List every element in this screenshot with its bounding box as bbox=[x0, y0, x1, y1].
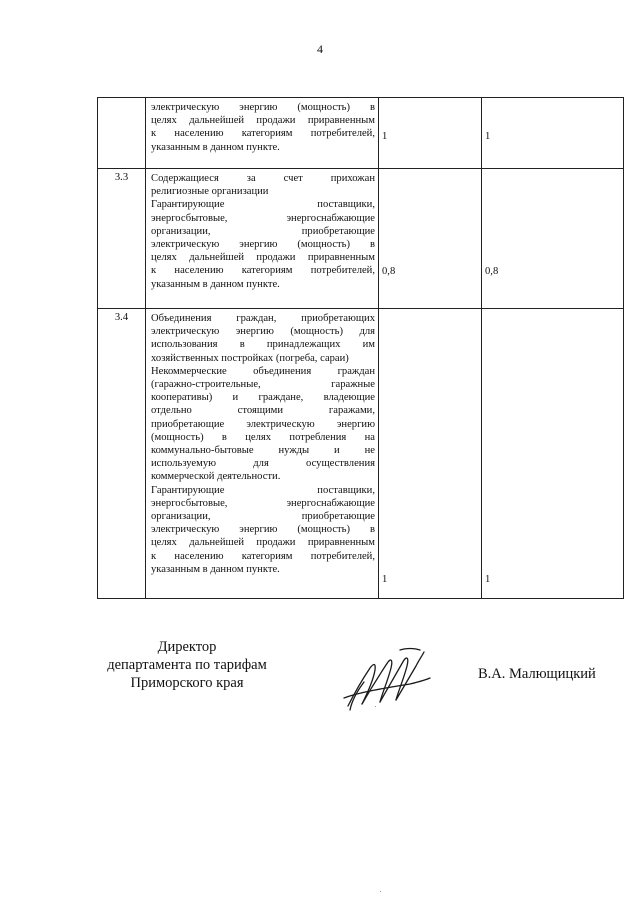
signatory-title-line: Приморского края bbox=[130, 675, 244, 691]
description-line: к населению категориям потребителей, bbox=[151, 265, 375, 277]
description-line: Гарантирующие поставщики, bbox=[151, 199, 375, 211]
value-cell-2 bbox=[482, 309, 624, 599]
value-2: 0,8 bbox=[485, 266, 499, 277]
description-line: используемую для осуществления bbox=[151, 458, 375, 470]
description-line: использования в принадлежащих им bbox=[151, 339, 375, 351]
value-cell-1 bbox=[379, 98, 482, 169]
value-cell-2 bbox=[482, 169, 624, 309]
description-line: указанным в данном пункте. bbox=[151, 141, 280, 153]
description-line: Содержащиеся за счет прихожан bbox=[151, 173, 375, 184]
signatory-title-line: Директор bbox=[157, 639, 217, 655]
description-line: электрическую энергию (мощность) в bbox=[151, 524, 375, 536]
value-1: 1 bbox=[382, 574, 388, 585]
description-line: (гаражно-строительные, гаражные bbox=[151, 379, 375, 391]
description-line: электрическую энергию (мощность) для bbox=[151, 326, 375, 338]
description-line: целях дальнейшей продажи приравненным bbox=[151, 252, 375, 264]
tariff-table bbox=[97, 97, 624, 599]
table-row bbox=[98, 309, 624, 599]
page-number: 4 bbox=[317, 42, 323, 56]
description-line: отдельно стоящими гаражами, bbox=[151, 405, 375, 417]
description-line: (мощность) в целях потребления на bbox=[151, 431, 375, 443]
description-line: электрическую энергию (мощность) в bbox=[151, 102, 375, 113]
description-line: коммерческой деятельности. bbox=[151, 471, 281, 483]
description-line: приобретающие электрическую энергию bbox=[151, 418, 375, 430]
signatory-title bbox=[92, 638, 282, 692]
description-line: энергосбытовые, энергоснабжающие bbox=[151, 497, 375, 509]
scan-speck bbox=[375, 706, 376, 707]
description-line: электрическую энергию (мощность) в bbox=[151, 239, 375, 251]
description-line: энергосбытовые, энергоснабжающие bbox=[151, 212, 375, 224]
description-line: организации, приобретающие bbox=[151, 225, 375, 237]
description-line: организации, приобретающие bbox=[151, 511, 375, 523]
row-number: 3.4 bbox=[98, 309, 146, 599]
description-line: Объединения граждан, приобретающих bbox=[151, 313, 375, 324]
row-number: 3.3 bbox=[98, 169, 146, 309]
value-2: 1 bbox=[485, 574, 491, 585]
description-line: указанным в данном пункте. bbox=[151, 278, 280, 290]
signatory-name: В.А. Малющицкий bbox=[478, 666, 596, 682]
description-line: кооперативы) и граждане, владеющие bbox=[151, 392, 375, 404]
description-line: хозяйственных постройках (погреба, сараи) bbox=[151, 352, 349, 364]
value-2: 1 bbox=[485, 131, 491, 142]
value-cell-2 bbox=[482, 98, 624, 169]
description-line: целях дальнейшей продажи приравненным bbox=[151, 115, 375, 127]
table-row bbox=[98, 169, 624, 309]
signatory-title-line: департамента по тарифам bbox=[107, 657, 267, 673]
description-line: Некоммерческие объединения граждан bbox=[151, 365, 375, 377]
description-line: к населению категориям потребителей, bbox=[151, 550, 375, 562]
value-1: 1 bbox=[382, 131, 388, 142]
description-line: коммунально-бытовые нужды и не bbox=[151, 445, 375, 457]
value-1: 0,8 bbox=[382, 266, 396, 277]
table-row bbox=[98, 98, 624, 169]
description-line: религиозные организации bbox=[151, 186, 269, 198]
row-description bbox=[146, 98, 379, 169]
description-line: целях дальнейшей продажи приравненным bbox=[151, 537, 375, 549]
scan-speck bbox=[380, 891, 381, 892]
description-line: указанным в данном пункте. bbox=[151, 563, 280, 575]
row-description bbox=[146, 309, 379, 599]
value-cell-1 bbox=[379, 169, 482, 309]
row-description bbox=[146, 169, 379, 309]
handwritten-signature bbox=[340, 640, 435, 720]
description-line: к населению категориям потребителей, bbox=[151, 128, 375, 140]
row-number bbox=[98, 98, 146, 169]
signature-block bbox=[0, 638, 640, 718]
value-cell-1 bbox=[379, 309, 482, 599]
description-line: Гарантирующие поставщики, bbox=[151, 484, 375, 496]
